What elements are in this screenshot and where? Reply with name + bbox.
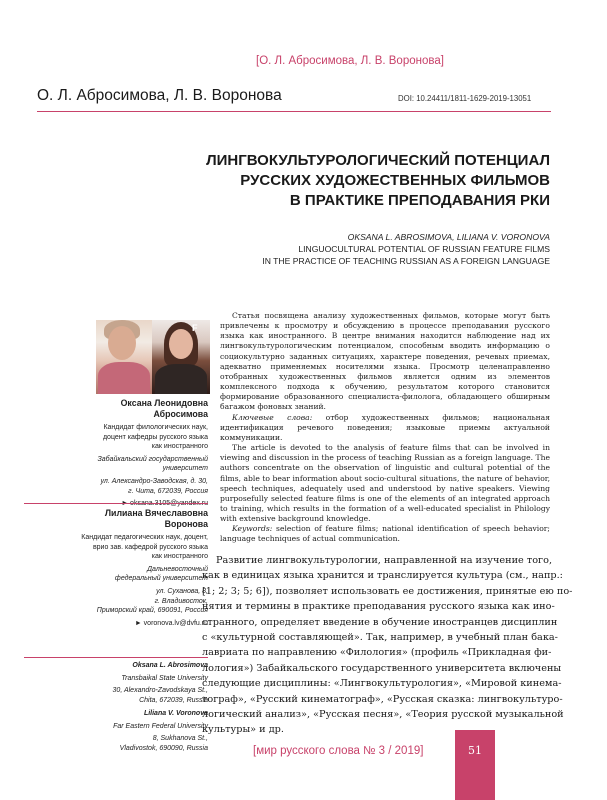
english-title-line: LINGUOCULTURAL POTENTIAL OF RUSSIAN FEATURE FILMS bbox=[298, 244, 550, 254]
author-org: Дальневосточный bbox=[147, 565, 208, 573]
abstract-ru: Статья посвящена анализу художественных фильмов, которые могут быть привлечены к просмотру и обсуждению в процессе преподавания русского языка как иностранного. В центре внимания находится наблюдение над их лингвокультурологическим потенциалом, способным вводить информацию о социокультурно заданных ситуациях, характере поведения, речевых приемах, адекватно применяемых носителями языка. Просмотр целенаправленно отобранных художественных фильмов является одним из элементов комплексного подхода к обучению, результатом которого становится формирование образованного специалиста-филолога, обладающего обширным багажом фоновых знаний. bbox=[220, 311, 550, 412]
author-position: как иностранного bbox=[151, 553, 208, 561]
author-address-en: 8, Sukhanova St., bbox=[152, 735, 208, 743]
author-name: Воронова bbox=[164, 519, 208, 529]
running-head: [О. Л. Абросимова, Л. В. Воронова] bbox=[256, 55, 444, 67]
author1-english-info bbox=[24, 661, 208, 705]
body-line: [1; 2; 3; 5; 6]), позволяет использовать ее достижения, принятые ею по- bbox=[202, 585, 573, 597]
author-org: федеральный университет bbox=[114, 575, 208, 583]
page-number: 51 bbox=[468, 744, 482, 757]
author-address: ул. Суханова, 8, bbox=[156, 587, 208, 595]
author-address: Приморский край, 690091, Россия bbox=[96, 607, 208, 615]
author-org: Забайкальский государственный bbox=[97, 455, 208, 463]
article-title bbox=[150, 151, 550, 211]
author2-english-info bbox=[24, 709, 208, 753]
page-number-box bbox=[455, 730, 495, 800]
author-position: как иностранного bbox=[151, 443, 208, 451]
body-line: как в единицах языка хранится и транслируется культура (см., напр.: bbox=[202, 570, 563, 582]
author-address: г. Чита, 672039, Россия bbox=[128, 487, 208, 495]
body-line: логический анализ», «Русская песня», «Теория русской музыкальной bbox=[202, 709, 564, 721]
author-photo-abrosimova bbox=[96, 320, 152, 394]
keywords-text: отбор художественных фильмов; национальная идентификация речевого поведения; языковые приемы актуальной коммуникации. bbox=[220, 412, 551, 442]
body-paragraph bbox=[202, 553, 573, 738]
body-line: лология») Забайкальского государственного университета включены bbox=[202, 662, 562, 674]
author-name: Лилиана Вячеславовна bbox=[104, 508, 208, 518]
author-name-en: Oksana L. Abrosimova bbox=[132, 662, 208, 669]
body-line: культуры» и др. bbox=[202, 724, 284, 736]
authors-header: О. Л. Абросимова, Л. В. Воронова bbox=[37, 87, 282, 104]
author-email[interactable]: ► voronova.lv@dvfu.ru bbox=[134, 619, 208, 627]
author-name: Абросимова bbox=[153, 409, 208, 419]
author-address-en: Chita, 672039, Russia bbox=[139, 696, 208, 704]
keywords-en bbox=[220, 524, 550, 544]
header-rule bbox=[37, 111, 551, 112]
author-org: университет bbox=[162, 465, 208, 473]
author-photo-voronova bbox=[152, 320, 210, 394]
author-position: доцент кафедры русского языка bbox=[102, 433, 208, 441]
author2-info bbox=[24, 508, 208, 628]
author-position: врио зав. кафедрой русского языка bbox=[92, 543, 208, 551]
body-line: следующие дисциплины: «Лингвокультурология», «Мировой кинема- bbox=[202, 678, 562, 690]
body-line: тограф», «Русский кинематограф», «Русская сказка: лингвокультуро- bbox=[202, 693, 563, 705]
author-position: Кандидат педагогических наук, доцент, bbox=[81, 534, 208, 541]
title-line: РУССКИХ ХУДОЖЕСТВЕННЫХ ФИЛЬМОВ bbox=[240, 172, 550, 189]
author-position: Кандидат филологических наук, bbox=[103, 424, 208, 431]
keywords-label: Ключевые слова: bbox=[232, 412, 313, 422]
sidebar-divider bbox=[24, 503, 208, 504]
body-line: странного, определяет введение в обучение иностранцев дисциплин bbox=[202, 616, 558, 628]
body-line: нятия и термины в практике преподавания русского языка как ино- bbox=[202, 601, 555, 613]
body-line: Развитие лингвокультурологии, направленной на изучение того, bbox=[216, 555, 553, 566]
author-address-en: Vladivostok, 690090, Russia bbox=[119, 744, 208, 752]
author-org-en: Far Eastern Federal University bbox=[113, 722, 208, 730]
keywords-label: Keywords: bbox=[232, 524, 273, 534]
author-name-en: Liliana V. Voronova bbox=[143, 710, 208, 717]
english-title-line: IN THE PRACTICE OF TEACHING RUSSIAN AS A FOREIGN LANGUAGE bbox=[262, 255, 550, 266]
author-org-en: Transbaikal State University bbox=[121, 674, 208, 682]
body-line: с «культурной составляющей». Так, например, в учебный план бака- bbox=[202, 632, 558, 644]
author-address: г. Владивосток, bbox=[154, 597, 208, 605]
keywords-text: selection of feature films; national identification of speech behavior; language techniques of actual communication. bbox=[220, 524, 550, 544]
journal-footer: [мир русского слова № 3 / 2019] bbox=[253, 745, 424, 757]
author-address-en: 30, Alexandro-Zavodskaya St., bbox=[112, 687, 208, 695]
doi: DOI: 10.24411/1811-1629-2019-13051 bbox=[398, 94, 532, 103]
author1-info bbox=[24, 398, 208, 509]
abstract bbox=[220, 311, 550, 545]
university-logo-icon: F bbox=[192, 323, 198, 333]
english-authors: OKSANA L. ABROSIMOVA, LILIANA V. VORONOVA bbox=[347, 232, 550, 242]
english-title bbox=[240, 244, 550, 267]
body-line: лавриата по направлению «Филология» (профиль «Прикладная фи- bbox=[202, 647, 552, 659]
abstract-en: The article is devoted to the analysis of feature films that can be involved in viewing and discussion in the process of teaching Russian as a foreign language. The authors concentrate on the observation of linguistic and cultural potential of the films, able to bear information about socio-cultural situations, the nature of behavior, speech techniques, adequately used and understood by native speakers. Viewing purposefully selected feature films is one of the elements of an integrated approach to training, which results in the formation of a well-educated specialist in Philology with extensive background knowledge. bbox=[220, 443, 550, 524]
author-address: ул. Александро-Заводская, д. 30, bbox=[100, 477, 208, 485]
title-line: В ПРАКТИКЕ ПРЕПОДАВАНИЯ РКИ bbox=[289, 192, 550, 209]
sidebar-divider bbox=[24, 657, 208, 658]
title-line: ЛИНГВОКУЛЬТУРОЛОГИЧЕСКИЙ ПОТЕНЦИАЛ bbox=[206, 152, 550, 169]
keywords-ru bbox=[220, 413, 550, 443]
author-name: Оксана Леонидовна bbox=[120, 398, 208, 408]
